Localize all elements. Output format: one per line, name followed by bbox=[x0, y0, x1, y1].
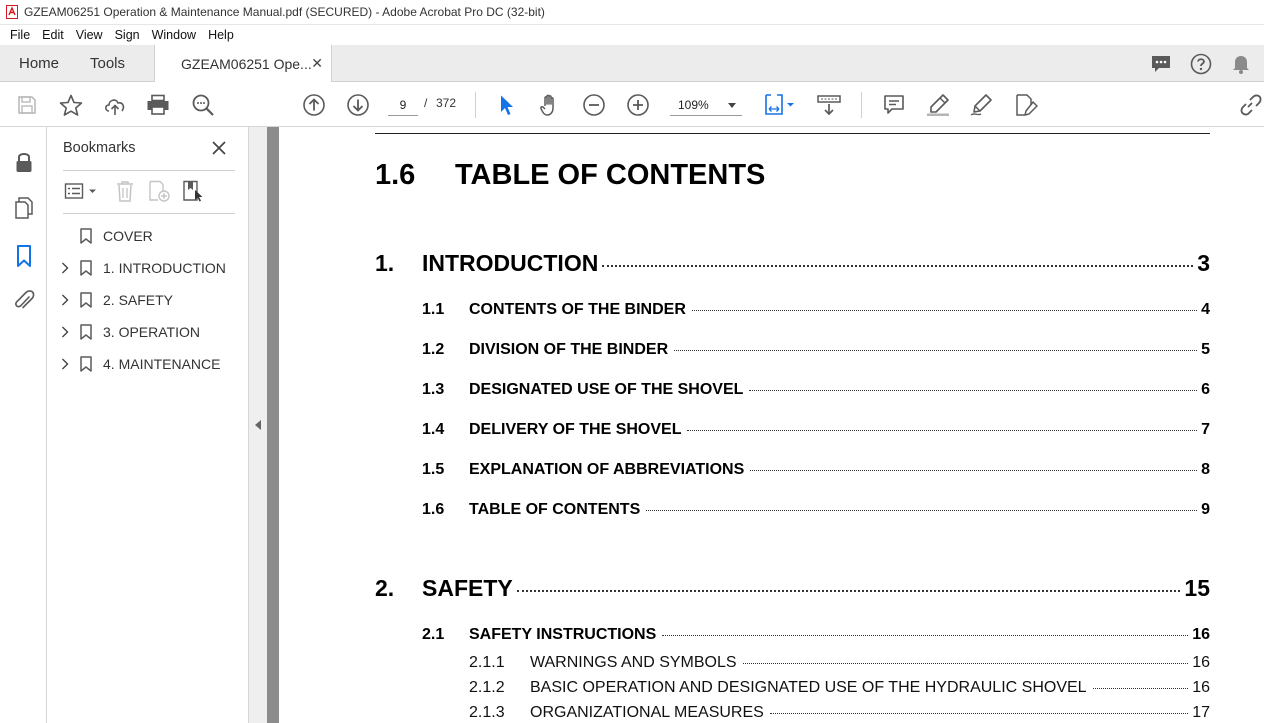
menu-edit[interactable]: Edit bbox=[42, 28, 64, 42]
bookmark-panel-icon[interactable] bbox=[11, 243, 37, 269]
bookmarks-title: Bookmarks bbox=[63, 140, 136, 156]
zoom-level-select[interactable] bbox=[670, 94, 742, 116]
toc-text: TABLE OF CONTENTS bbox=[469, 501, 641, 518]
toc-text: EXPLANATION OF ABBREVIATIONS bbox=[469, 461, 745, 478]
draw-sign-icon[interactable] bbox=[969, 92, 995, 118]
tabbar-actions bbox=[1148, 51, 1254, 77]
toc-leader bbox=[1093, 688, 1189, 689]
bookmark-item-introduction[interactable] bbox=[47, 252, 249, 284]
close-icon[interactable] bbox=[209, 138, 229, 158]
toc-entry[interactable] bbox=[422, 501, 1210, 519]
toc-entry[interactable] bbox=[422, 421, 1210, 439]
toc-entry[interactable] bbox=[422, 626, 1210, 644]
page-fit-icon[interactable] bbox=[762, 92, 798, 118]
panel-collapse-strip[interactable] bbox=[249, 127, 267, 723]
heading-number: 1.6 bbox=[375, 159, 416, 191]
bookmark-item-maintenance[interactable] bbox=[47, 348, 249, 380]
menu-file[interactable]: File bbox=[10, 28, 31, 42]
menu-help[interactable]: Help bbox=[208, 28, 234, 42]
star-icon[interactable] bbox=[58, 92, 84, 118]
panel-divider bbox=[63, 170, 235, 171]
bookmark-item-safety[interactable] bbox=[47, 284, 249, 316]
page-thumbnails-icon[interactable] bbox=[11, 195, 37, 221]
print-icon[interactable] bbox=[145, 92, 171, 118]
link-icon[interactable] bbox=[1238, 92, 1264, 118]
toc-page: 17 bbox=[1192, 704, 1210, 721]
toc-text: INTRODUCTION bbox=[422, 250, 599, 276]
toolbar-divider bbox=[861, 92, 862, 118]
toc-entry[interactable] bbox=[375, 575, 1210, 602]
comment-bubble-icon[interactable] bbox=[1148, 51, 1174, 77]
tab-document-label: GZEAM06251 Ope... bbox=[181, 56, 312, 72]
toc-text: DELIVERY OF THE SHOVEL bbox=[469, 421, 682, 438]
toc-number: 2.1.2 bbox=[469, 679, 505, 696]
toc-leader bbox=[646, 510, 1197, 511]
toc-page: 16 bbox=[1192, 654, 1210, 671]
comment-icon[interactable] bbox=[881, 92, 907, 118]
toc-entry[interactable] bbox=[375, 250, 1210, 277]
toc-entry[interactable] bbox=[469, 679, 1210, 697]
toc-page: 4 bbox=[1201, 301, 1210, 318]
toc-page: 16 bbox=[1192, 626, 1210, 643]
new-bookmark-icon[interactable] bbox=[145, 179, 173, 203]
toc-number: 1.6 bbox=[422, 501, 445, 518]
toc-number: 1.2 bbox=[422, 341, 445, 358]
toc-leader bbox=[692, 310, 1197, 311]
toc-leader bbox=[770, 713, 1188, 714]
chevron-right-icon[interactable] bbox=[59, 357, 71, 371]
menu-window[interactable]: Window bbox=[151, 28, 197, 42]
page-number-input[interactable]: 9 bbox=[388, 94, 418, 116]
pdf-page bbox=[279, 127, 1264, 723]
bookmark-search-icon[interactable] bbox=[179, 179, 207, 203]
bookmark-label: 3. OPERATION bbox=[103, 324, 200, 340]
heading-text: TABLE OF CONTENTS bbox=[455, 159, 766, 191]
toc-page: 16 bbox=[1192, 679, 1210, 696]
toc-leader bbox=[687, 430, 1197, 431]
toc-text: CONTENTS OF THE BINDER bbox=[469, 301, 686, 318]
toc-entry[interactable] bbox=[469, 704, 1210, 722]
bookmark-item-cover[interactable] bbox=[47, 220, 249, 252]
toc-number: 2.1 bbox=[422, 626, 445, 643]
cloud-upload-icon[interactable] bbox=[102, 92, 128, 118]
toc-number: 2. bbox=[375, 575, 395, 601]
bookmark-label: 4. MAINTENANCE bbox=[103, 356, 221, 372]
toc-number: 2.1.3 bbox=[469, 704, 505, 721]
toc-page: 7 bbox=[1201, 421, 1210, 438]
main-toolbar bbox=[0, 82, 1264, 127]
window-title: GZEAM06251 Operation & Maintenance Manual.pdf (SECURED) - Adobe Acrobat Pro DC (32-bit) bbox=[24, 5, 545, 19]
toc-entry[interactable] bbox=[422, 461, 1210, 479]
toc-text: DIVISION OF THE BINDER bbox=[469, 341, 669, 358]
toc-text: ORGANIZATIONAL MEASURES bbox=[530, 704, 764, 721]
bookmark-item-operation[interactable] bbox=[47, 316, 249, 348]
toc-entry[interactable] bbox=[422, 301, 1210, 319]
chevron-right-icon[interactable] bbox=[59, 293, 71, 307]
acrobat-logo-icon bbox=[6, 5, 18, 19]
delete-bookmark-icon[interactable] bbox=[111, 179, 139, 203]
page-header-rule bbox=[375, 133, 1210, 134]
toc-text: DESIGNATED USE OF THE SHOVEL bbox=[469, 381, 744, 398]
bookmark-label: 1. INTRODUCTION bbox=[103, 260, 226, 276]
toc-text: WARNINGS AND SYMBOLS bbox=[530, 654, 737, 671]
notification-bell-icon[interactable] bbox=[1228, 51, 1254, 77]
left-navigation-rail bbox=[0, 127, 47, 723]
select-cursor-icon[interactable] bbox=[493, 92, 519, 118]
page-total: 372 bbox=[436, 96, 457, 110]
page-separator: / bbox=[424, 96, 428, 110]
search-zoom-icon[interactable] bbox=[190, 92, 216, 118]
zoom-level-value: 109% bbox=[678, 98, 709, 112]
tab-bar bbox=[0, 45, 1264, 82]
tab-tools[interactable]: Tools bbox=[89, 55, 126, 72]
tab-home[interactable]: Home bbox=[18, 55, 59, 72]
chevron-right-icon[interactable] bbox=[59, 325, 71, 339]
toc-leader bbox=[743, 663, 1189, 664]
toc-leader bbox=[602, 265, 1193, 267]
attachment-icon[interactable] bbox=[11, 288, 37, 314]
bookmark-label: COVER bbox=[103, 228, 153, 244]
bookmark-icon bbox=[80, 260, 92, 276]
toc-leader bbox=[749, 390, 1197, 391]
zoom-out-icon[interactable] bbox=[581, 92, 607, 118]
help-icon[interactable] bbox=[1188, 51, 1214, 77]
bookmark-label: 2. SAFETY bbox=[103, 292, 174, 308]
scroll-mode-icon[interactable] bbox=[815, 92, 843, 118]
bookmarks-panel bbox=[47, 127, 249, 723]
toc-page: 5 bbox=[1201, 341, 1210, 358]
menu-view[interactable]: View bbox=[75, 28, 103, 42]
toc-text: BASIC OPERATION AND DESIGNATED USE OF THE HYDRAULIC SHOVEL bbox=[530, 679, 1087, 696]
save-icon[interactable] bbox=[14, 92, 40, 118]
toc-page: 9 bbox=[1201, 501, 1210, 518]
toc-leader bbox=[674, 350, 1197, 351]
toc-page: 6 bbox=[1201, 381, 1210, 398]
previous-page-icon[interactable] bbox=[301, 92, 327, 118]
bookmark-icon bbox=[80, 324, 92, 340]
fill-sign-icon[interactable] bbox=[1013, 92, 1039, 118]
bookmark-icon bbox=[80, 228, 92, 244]
toc-number: 1.5 bbox=[422, 461, 445, 478]
lock-icon[interactable] bbox=[11, 149, 37, 175]
toc-number: 2.1.1 bbox=[469, 654, 505, 671]
bookmark-icon bbox=[80, 356, 92, 372]
bookmark-icon bbox=[80, 292, 92, 308]
toc-page: 8 bbox=[1201, 461, 1210, 478]
toc-entry[interactable] bbox=[422, 341, 1210, 359]
toc-number: 1.4 bbox=[422, 421, 445, 438]
zoom-in-icon[interactable] bbox=[625, 92, 651, 118]
close-icon[interactable]: ✕ bbox=[311, 55, 323, 71]
toc-leader bbox=[750, 470, 1197, 471]
toolbar-divider bbox=[475, 92, 476, 118]
bookmark-options-icon[interactable] bbox=[63, 179, 99, 203]
toc-number: 1.1 bbox=[422, 301, 445, 318]
toc-page: 15 bbox=[1184, 575, 1210, 601]
toc-entry[interactable] bbox=[469, 654, 1210, 672]
toc-number: 1. bbox=[375, 250, 395, 276]
toc-entry[interactable] bbox=[422, 381, 1210, 399]
page-heading bbox=[375, 159, 765, 192]
title-bar bbox=[0, 0, 1264, 25]
next-page-icon[interactable] bbox=[345, 92, 371, 118]
document-viewport[interactable] bbox=[267, 127, 1264, 723]
highlight-pen-icon[interactable] bbox=[925, 92, 951, 118]
toc-leader bbox=[662, 635, 1188, 636]
toc-text: SAFETY bbox=[422, 575, 513, 601]
toc-page: 3 bbox=[1197, 250, 1210, 276]
hand-tool-icon[interactable] bbox=[537, 92, 563, 118]
chevron-down-icon bbox=[728, 103, 736, 108]
chevron-right-icon[interactable] bbox=[59, 261, 71, 275]
toc-text: SAFETY INSTRUCTIONS bbox=[469, 626, 657, 643]
tab-document[interactable] bbox=[154, 45, 332, 83]
menu-bar bbox=[0, 25, 1264, 45]
collapse-arrow-icon[interactable] bbox=[255, 420, 261, 430]
panel-divider bbox=[63, 213, 235, 214]
toc-number: 1.3 bbox=[422, 381, 445, 398]
menu-sign[interactable]: Sign bbox=[114, 28, 140, 42]
toc-leader bbox=[517, 590, 1181, 592]
